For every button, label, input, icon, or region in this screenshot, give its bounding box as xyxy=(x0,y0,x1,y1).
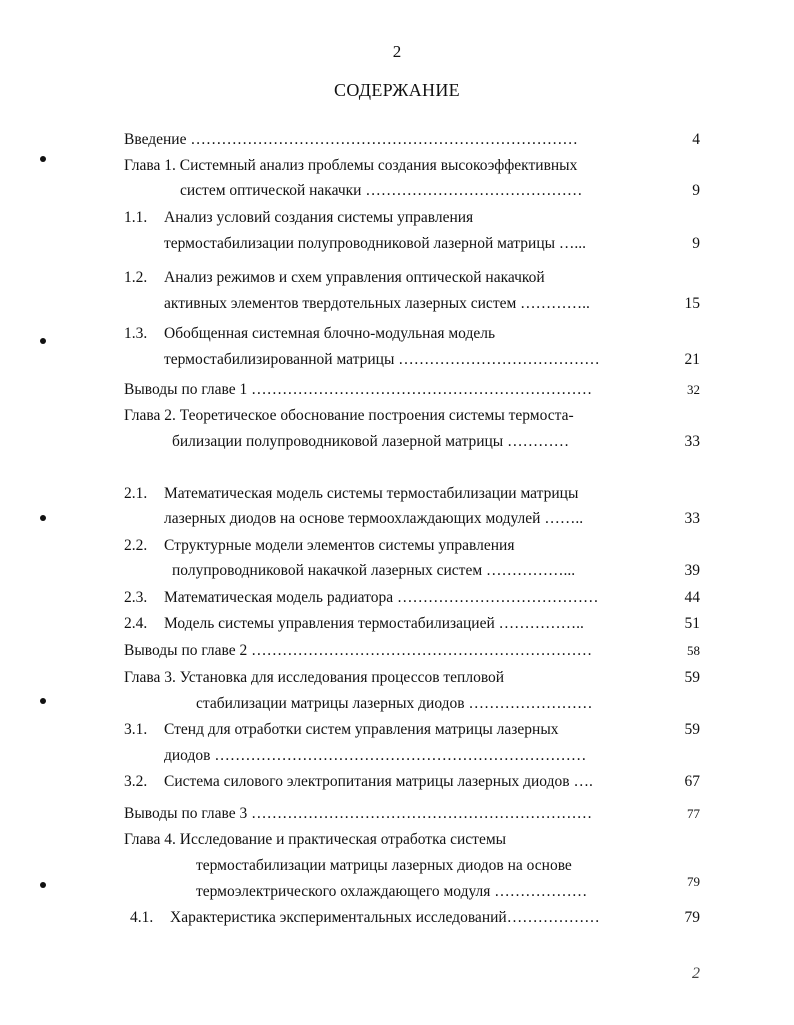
toc-leader: ………………………………… xyxy=(398,351,600,368)
toc-entry-2-4 xyxy=(124,614,584,634)
toc-page-number: 21 xyxy=(684,351,700,368)
toc-entry-1-2-cont xyxy=(164,294,590,314)
toc-entry-text: термостабилизированной матрицы xyxy=(164,351,395,368)
toc-entry-chapter-1-cont xyxy=(180,181,582,201)
toc-leader: ………… xyxy=(507,433,570,450)
toc-section-number: 2.1. xyxy=(124,485,148,502)
toc-entry-1-1-cont xyxy=(164,234,586,254)
corner-page-mark: 2 xyxy=(692,965,700,982)
toc-entry-2-1 xyxy=(124,484,578,504)
toc-entry-2-2 xyxy=(124,536,514,556)
toc-entry-text: Глава 1. Системный анализ проблемы создания высокоэффективных xyxy=(124,157,578,174)
toc-leader: ………………………………………………………… xyxy=(251,381,593,398)
toc-entry-chapter-2-cont xyxy=(172,432,569,452)
toc-page-number: 9 xyxy=(692,182,700,199)
toc-entry-chapter-2 xyxy=(124,406,574,426)
toc-entry-1-3 xyxy=(124,324,495,344)
toc-page-number: 59 xyxy=(684,669,700,686)
toc-entry-1-1 xyxy=(124,208,473,228)
toc-section-number: 2.2. xyxy=(124,537,148,554)
toc-entry-text: Обобщенная системная блочно-модульная модель xyxy=(164,325,496,342)
toc-section-number: 1.1. xyxy=(124,209,148,226)
toc-leader: ………………………………………………………… xyxy=(251,805,593,822)
toc-entry-text: стабилизации матрицы лазерных диодов xyxy=(196,695,465,712)
toc-entry-conclusions-3 xyxy=(124,804,592,824)
toc-page-number: 44 xyxy=(684,589,700,606)
toc-leader: …………….. xyxy=(498,615,584,632)
toc-entry-text: Введение xyxy=(124,131,187,148)
toc-section-number: 3.2. xyxy=(124,773,148,790)
toc-section-number: 4.1. xyxy=(130,909,154,926)
toc-entry-3-2 xyxy=(124,772,593,792)
toc-entry-text: Глава 2. Теоретическое обоснование построения системы термоста- xyxy=(124,407,574,424)
toc-leader: …... xyxy=(558,235,587,252)
toc-page-number: 9 xyxy=(692,235,700,252)
toc-section-number: 2.3. xyxy=(124,589,148,606)
toc-entry-text: Математическая модель системы термостабилизации матрицы xyxy=(164,485,579,502)
toc-entry-text: Система силового электропитания матрицы лазерных диодов xyxy=(164,773,570,790)
page-number: 2 xyxy=(392,42,402,61)
toc-page-number: 51 xyxy=(684,615,700,632)
toc-leader: ………….. xyxy=(520,295,590,312)
toc-entry-text: полупроводниковой накачкой лазерных систем xyxy=(172,562,483,579)
toc-leader: …………………………………… xyxy=(365,182,583,199)
toc-leader: ……………… xyxy=(506,909,600,926)
toc-entry-text: Стенд для отработки систем управления матрицы лазерных xyxy=(164,721,559,738)
toc-entry-intro xyxy=(124,130,578,150)
toc-page-number: 79 xyxy=(687,874,700,889)
toc-entry-2-3 xyxy=(124,588,598,608)
toc-entry-1-2 xyxy=(124,268,545,288)
toc-section-number: 1.3. xyxy=(124,325,148,342)
binder-mark xyxy=(40,338,46,344)
toc-leader: …………………… xyxy=(468,695,593,712)
toc-entry-text: Глава 3. Установка для исследования процессов тепловой xyxy=(124,669,505,686)
toc-leader: ………………………………………………………… xyxy=(251,642,593,659)
toc-entry-text: Глава 4. Исследование и практическая отработка системы xyxy=(124,831,507,848)
toc-entry-text: термостабилизации матрицы лазерных диодов на основе xyxy=(196,857,572,874)
toc-leader: ……………………………………………………………… xyxy=(214,747,587,764)
toc-entry-text: Характеристика экспериментальных исследований xyxy=(170,909,507,926)
toc-leader: …….. xyxy=(544,510,584,527)
toc-page-number: 58 xyxy=(687,643,700,658)
toc-page-number: 59 xyxy=(684,721,700,738)
toc-entry-text: термостабилизации полупроводниковой лазерной матрицы xyxy=(164,235,556,252)
toc-entry-3-1-cont xyxy=(164,746,586,766)
toc-entry-chapter-3-cont xyxy=(196,694,592,714)
toc-entry-text: Структурные модели элементов системы управления xyxy=(164,537,515,554)
toc-entry-text: диодов xyxy=(164,747,211,764)
binder-mark xyxy=(40,882,46,888)
toc-page-number: 33 xyxy=(684,510,700,527)
toc-entry-text: билизации полупроводниковой лазерной матрицы xyxy=(172,433,504,450)
toc-entry-text: систем оптической накачки xyxy=(180,182,362,199)
toc-entry-3-1 xyxy=(124,720,559,740)
toc-entry-text: лазерных диодов на основе термоохлаждающих модулей xyxy=(164,510,541,527)
toc-entry-chapter-4-cont xyxy=(196,856,572,876)
toc-entry-conclusions-2 xyxy=(124,641,592,661)
toc-entry-chapter-4-cont-2 xyxy=(196,882,587,902)
binder-mark xyxy=(40,698,46,704)
toc-leader: ……………… xyxy=(494,883,588,900)
toc-section-number: 2.4. xyxy=(124,615,148,632)
toc-entry-text: Выводы по главе 1 xyxy=(124,381,248,398)
toc-page-number: 4 xyxy=(692,131,700,148)
toc-entry-chapter-1 xyxy=(124,156,577,176)
toc-entry-text: Модель системы управления термостабилизацией xyxy=(164,615,495,632)
toc-entry-text: Анализ условий создания системы управления xyxy=(164,209,474,226)
toc-entry-text: Выводы по главе 3 xyxy=(124,805,248,822)
toc-section-number: 1.2. xyxy=(124,269,148,286)
toc-leader: …. xyxy=(573,773,593,790)
toc-page-number: 79 xyxy=(684,909,700,926)
binder-mark xyxy=(40,515,46,521)
toc-page-number: 67 xyxy=(684,773,700,790)
toc-entry-1-3-cont xyxy=(164,350,600,370)
toc-leader: ………………………………… xyxy=(396,589,599,606)
binder-mark xyxy=(40,156,46,162)
toc-page-number: 15 xyxy=(684,295,700,312)
toc-page-number: 77 xyxy=(687,806,700,821)
toc-page-number: 33 xyxy=(684,433,700,450)
page-title: СОДЕРЖАНИЕ xyxy=(334,80,460,100)
toc-entry-text: Математическая модель радиатора xyxy=(164,589,394,606)
toc-entry-text: Анализ режимов и схем управления оптической накачкой xyxy=(164,269,545,286)
toc-entry-chapter-4 xyxy=(124,830,506,850)
toc-entry-4-1 xyxy=(130,908,600,928)
toc-entry-text: термоэлектрического охлаждающего модуля xyxy=(196,883,491,900)
toc-page-number: 39 xyxy=(684,562,700,579)
toc-entry-chapter-3 xyxy=(124,668,504,688)
toc-leader: ……………... xyxy=(486,562,576,579)
toc-page-number: 32 xyxy=(687,382,700,397)
toc-section-number: 3.1. xyxy=(124,721,148,738)
toc-entry-text: активных элементов твердотельных лазерных систем xyxy=(164,295,517,312)
toc-entry-2-2-cont xyxy=(172,561,575,581)
toc-entry-text: Выводы по главе 2 xyxy=(124,642,248,659)
toc-leader: ………………………………………………………………… xyxy=(190,131,578,148)
toc-entry-conclusions-1 xyxy=(124,380,592,400)
toc-entry-2-1-cont xyxy=(164,509,583,529)
